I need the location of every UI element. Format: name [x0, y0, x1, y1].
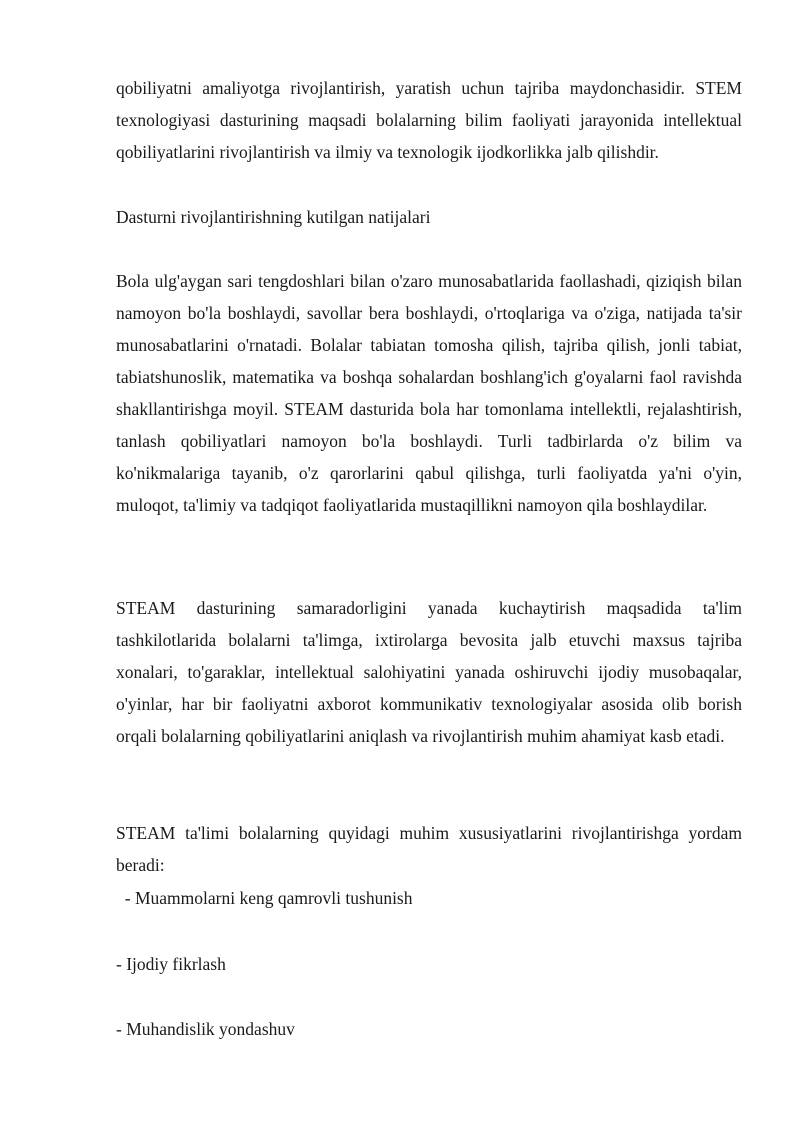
paragraph-steam-benefits: STEAM ta'limi bolalarning quyidagi muhim xususiyatlarini rivojlantirishga yordam beradi: [116, 823, 742, 875]
list-item: - Ijodiy fikrlash [116, 954, 226, 974]
paragraph-intro: qobiliyatni amaliyotga rivojlantirish, yaratish uchun tajriba maydonchasidir. STEM texnologiyasi dasturining maqsadi bolalarning bilim faoliyati jarayonida intellektual qobiliyatlarini rivojlantirish va ilmiy va texnologik ijodkorlikka jalb qilishdir. [116, 78, 742, 162]
paragraph-steam-effectiveness: STEAM dasturining samaradorligini yanada kuchaytirish maqsadida ta'lim tashkilotlarida bolalarni ta'limga, ixtirolarga bevosita jalb etuvchi maxsus tajriba xonalari, to'garaklar, intellektual salohiyatini yanada oshiruvchi ijodiy musobaqalar, o'yinlar, har bir faoliyatni axborot kommunikativ texnologiyalar asosida olib borish orqali bolalarning qobiliyatlarini aniqlash va rivojlantirish muhim ahamiyat kasb etadi. [116, 598, 742, 746]
section-heading: Dasturni rivojlantirishning kutilgan natijalari [116, 207, 431, 227]
list-item: - Muammolarni keng qamrovli tushunish [116, 888, 413, 908]
paragraph-expected-results: Bola ulg'aygan sari tengdoshlari bilan o'zaro munosabatlarida faollashadi, qiziqish bilan namoyon bo'la boshlaydi, savollar bera boshlaydi, o'rtoqlariga va o'ziga, natijada ta'sir munosabatlarini o'rnatadi. Bolalar tabiatan tomosha qilish, tajriba qilish, jonli tabiat, tabiatshunoslik, matematika va boshqa sohalardan boshlang'ich g'oyalarni faol ravishda shakllantirishga moyil. STEAM dasturida bola har tomonlama intellektli, rejalashtirish, tanlash qobiliyatlari namoyon bo'la boshlaydi. Turli tadbirlarda o'z bilim va ko'nikmalariga tayanib, o'z qarorlarini qabul qilishga, turli faoliyatda ya'ni o'yin, muloqot, ta'limiy va tadqiqot faoliyatlarida mustaqillikni namoyon qila boshlaydilar. [116, 271, 742, 515]
list-item: - Muhandislik yondashuv [116, 1019, 295, 1039]
